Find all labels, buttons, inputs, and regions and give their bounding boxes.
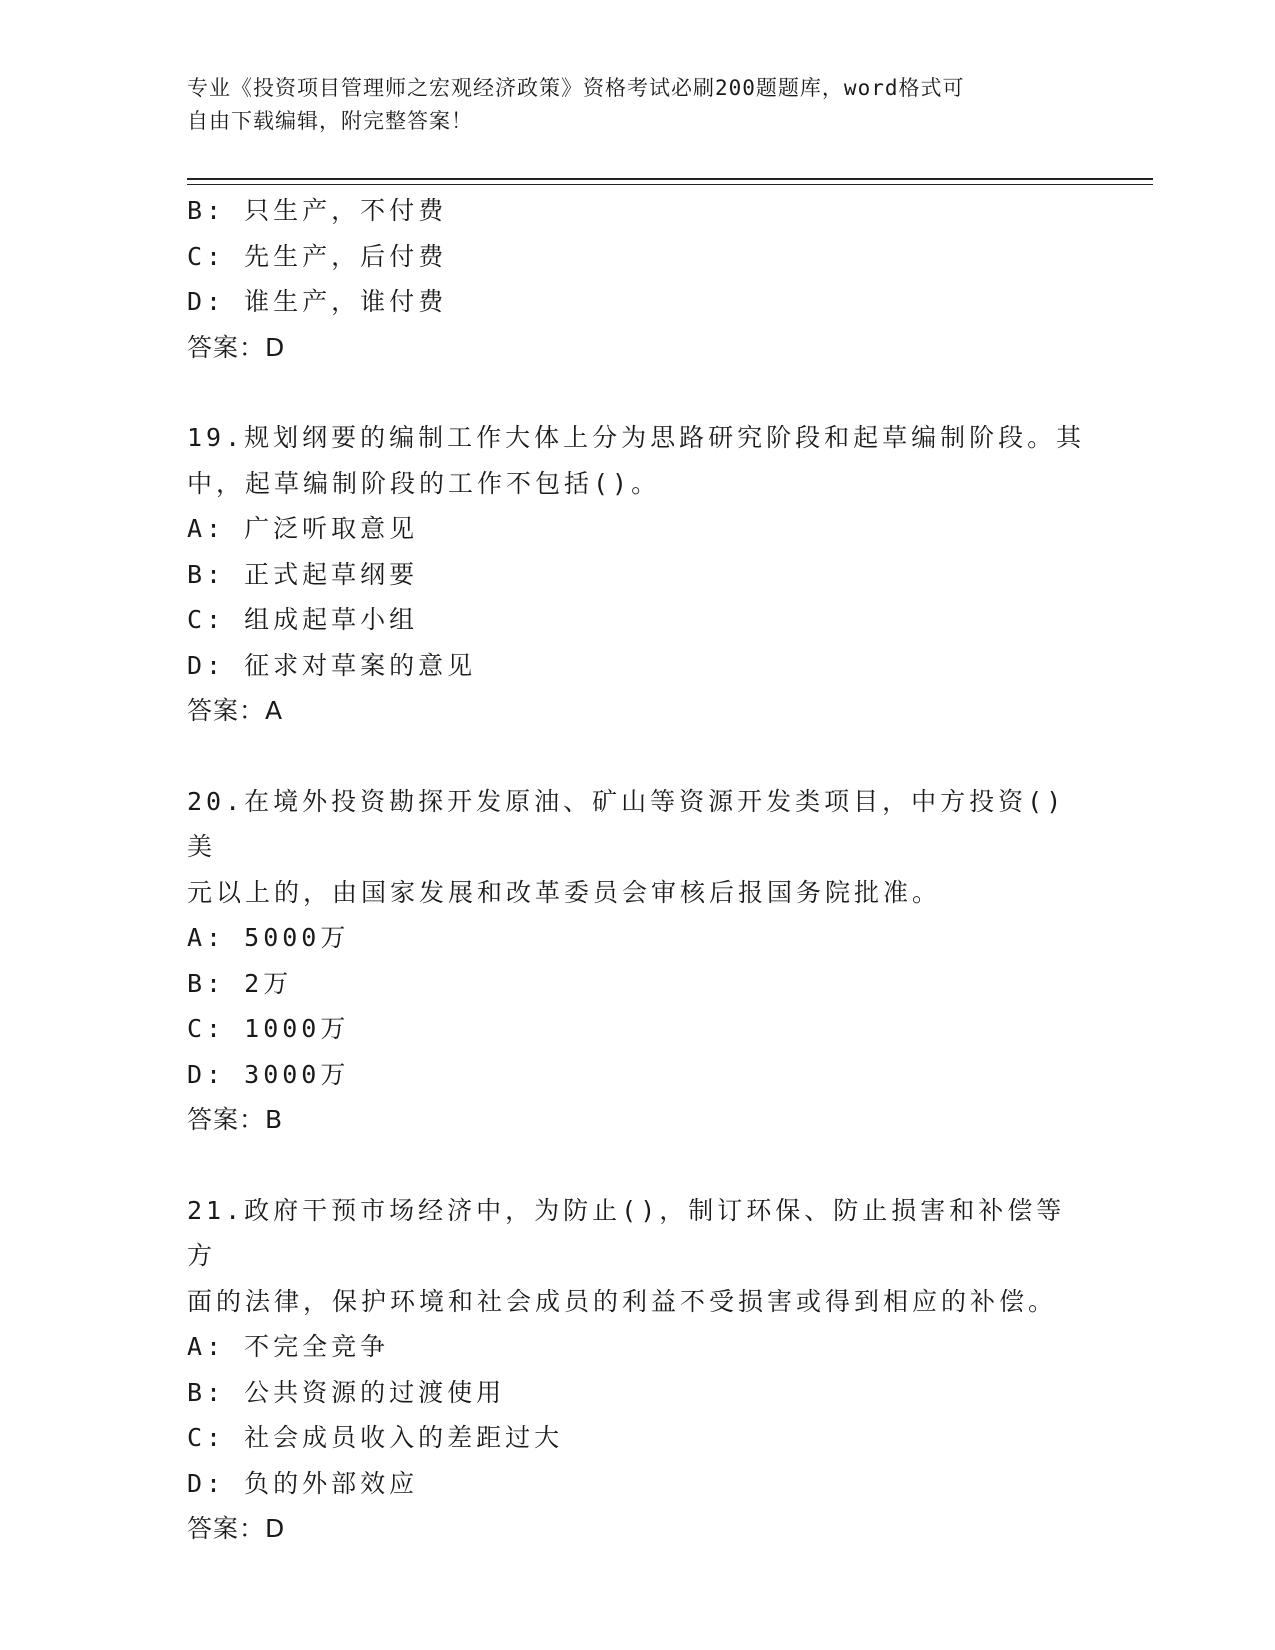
option-d: D: 3000万: [187, 1059, 350, 1089]
question-18-tail: [187, 188, 1087, 370]
option-b: B: 正式起草纲要: [187, 559, 419, 589]
question-stem-line-2: 中，起草编制阶段的工作不包括()。: [187, 468, 661, 498]
header-line-1: 专业《投资项目管理师之宏观经济政策》资格考试必刷200题题库，word格式可: [187, 76, 965, 100]
option-b: B: 公共资源的过渡使用: [187, 1377, 506, 1407]
option-c: C: 先生产，后付费: [187, 241, 448, 271]
question-stem-line-2: 元以上的，由国家发展和改革委员会审核后报国务院批准。: [187, 877, 942, 907]
question-stem-line-2: 面的法律，保护环境和社会成员的利益不受损害或得到相应的补偿。: [187, 1286, 1058, 1316]
question-20: [187, 779, 1087, 1143]
option-a: A: 广泛听取意见: [187, 514, 419, 543]
option-a: A: 5000万: [187, 923, 350, 952]
question-stem-line-1: 19.规划纲要的编制工作大体上分为思路研究阶段和起草编制阶段。其: [187, 423, 1086, 452]
spacer: [187, 370, 1087, 415]
question-stem-line-1: 20.在境外投资勘探开发原油、矿山等资源开发类项目，中方投资()美: [187, 786, 1066, 861]
option-b: B: 2万: [187, 968, 293, 998]
option-d: D: 征求对草案的意见: [187, 650, 477, 680]
header-line-2: 自由下载编辑，附完整答案！: [187, 109, 473, 133]
spacer: [187, 734, 1087, 779]
question-stem-line-1: 21.政府干预市场经济中，为防止()，制订环保、防止损害和补偿等方: [187, 1195, 1066, 1270]
option-c: C: 1000万: [187, 1014, 350, 1043]
header-divider-thick: [187, 178, 1153, 180]
answer-line: 答案：B: [187, 1105, 284, 1134]
option-a: A: 不完全竞争: [187, 1332, 390, 1361]
option-d: D: 谁生产，谁付费: [187, 287, 448, 316]
answer-line: 答案：D: [187, 1514, 286, 1543]
question-list: [187, 188, 1087, 1552]
spacer: [187, 1143, 1087, 1188]
option-d: D: 负的外部效应: [187, 1468, 419, 1498]
option-c: C: 社会成员收入的差距过大: [187, 1423, 564, 1452]
option-b: B: 只生产，不付费: [187, 196, 448, 225]
answer-line: 答案：A: [187, 696, 284, 725]
question-21: [187, 1188, 1087, 1552]
header-divider-thin: [187, 184, 1153, 185]
question-19: [187, 415, 1087, 734]
option-c: C: 组成起草小组: [187, 605, 419, 634]
document-header: [187, 72, 1087, 138]
answer-line: 答案：D: [187, 332, 286, 362]
